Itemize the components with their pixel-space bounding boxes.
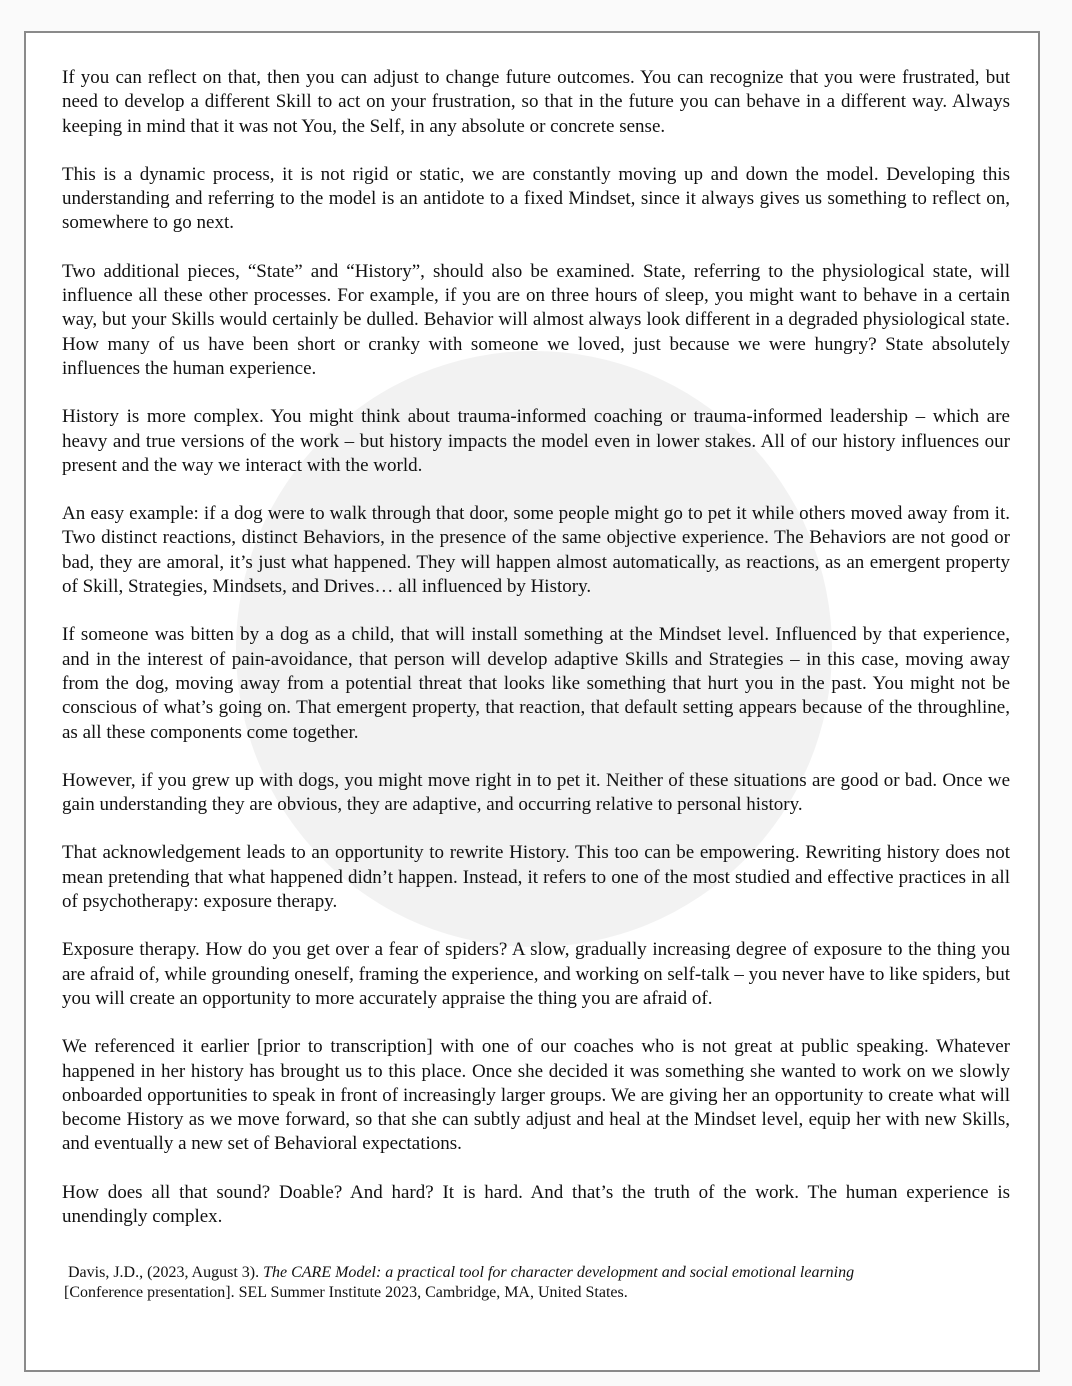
paragraph: However, if you grew up with dogs, you might move right in to pet it. Neither of these situations are good or bad. Once we gain understanding they are obvious, they are adaptive, and occurring relative to personal history. <box>62 769 1010 816</box>
body-text <box>62 66 1010 1253</box>
paragraph: Exposure therapy. How do you get over a fear of spiders? A slow, gradually increasing degree of exposure to the thing you are afraid of, while grounding oneself, framing the experience, and working on self-talk – you never have to like spiders, but you will create an opportunity to more accurately appraise the thing you are afraid of. <box>62 939 1010 1009</box>
paragraph: Two additional pieces, “State” and “History”, should also be examined. State, referring to the physiological state, will influence all these other processes. For example, if you are on three hours of sleep, you might want to behave in a certain way, but your Skills would certainly be dulled. Behavior will almost always look different in a degraded physiological state. How many of us have been short or cranky with someone we loved, just because we were hungry? State absolutely influences the human experience. <box>62 260 1010 379</box>
citation-authors: Davis, J.D., (2023, August 3). <box>68 1264 264 1281</box>
paragraph: This is a dynamic process, it is not rigid or static, we are constantly moving up and down the model. Developing this understanding and referring to the model is an antidote to a fixed Mindset, since it always gives us something to reflect on, somewhere to go next. <box>62 163 1010 234</box>
paragraph: If someone was bitten by a dog as a child, that will install something at the Mindset level. Influenced by that experience, and in the interest of pain-avoidance, that person will develop adaptive Skills and Strategies – in this case, moving away from the dog, moving away from a potential threat that looks like something that hurt you in the past. You might not be conscious of what’s going on. That emergent property, that reaction, that default setting appears because of the throughline, as all these components come together. <box>62 624 1010 743</box>
citation <box>64 1263 1004 1303</box>
citation-title: The CARE Model: a practical tool for character development and social emotional learning <box>263 1264 855 1281</box>
paragraph: How does all that sound? Doable? And hard? It is hard. And that’s the truth of the work. The human experience is unendingly complex. <box>62 1181 1010 1227</box>
citation-details: [Conference presentation]. SEL Summer Institute 2023, Cambridge, MA, United States. <box>64 1284 628 1301</box>
paragraph: We referenced it earlier [prior to transcription] with one of our coaches who is not great at public speaking. Whatever happened in her history has brought us to this place. Once she decided it was something she wanted to work on we slowly onboarded opportunities to speak in front of increasingly larger groups. We are giving her an opportunity to create what will become History as we move forward, so that she can subtly adjust and heal at the Mindset level, equip her with new Skills, and eventually a new set of Behavioral expectations. <box>62 1036 1010 1155</box>
paragraph: If you can reflect on that, then you can adjust to change future outcomes. You can recognize that you were frustrated, but need to develop a different Skill to act on your frustration, so that in the future you can behave in a different way. Always keeping in mind that it was not You, the Self, in any absolute or concrete sense. <box>62 67 1010 137</box>
paragraph: An easy example: if a dog were to walk through that door, some people might go to pet it while others moved away from it. Two distinct reactions, distinct Behaviors, in the presence of the same objective experience. The Behaviors are not good or bad, they are amoral, it’s just what happened. They will happen almost automatically, as reactions, as an emergent property of Skill, Strategies, Mindsets, and Drives… all influenced by History. <box>62 503 1010 598</box>
paragraph: History is more complex. You might think about trauma-informed coaching or trauma-informed leadership – which are heavy and true versions of the work – but history impacts the model even in lower stakes. All of our history influences our present and the way we interact with the world. <box>62 406 1010 476</box>
paragraph: That acknowledgement leads to an opportunity to rewrite History. This too can be empowering. Rewriting history does not mean pretending that what happened didn’t happen. Instead, it refers to one of the most studied and effective practices in all of psychotherapy: exposure therapy. <box>62 842 1010 913</box>
document-page <box>24 31 1040 1372</box>
